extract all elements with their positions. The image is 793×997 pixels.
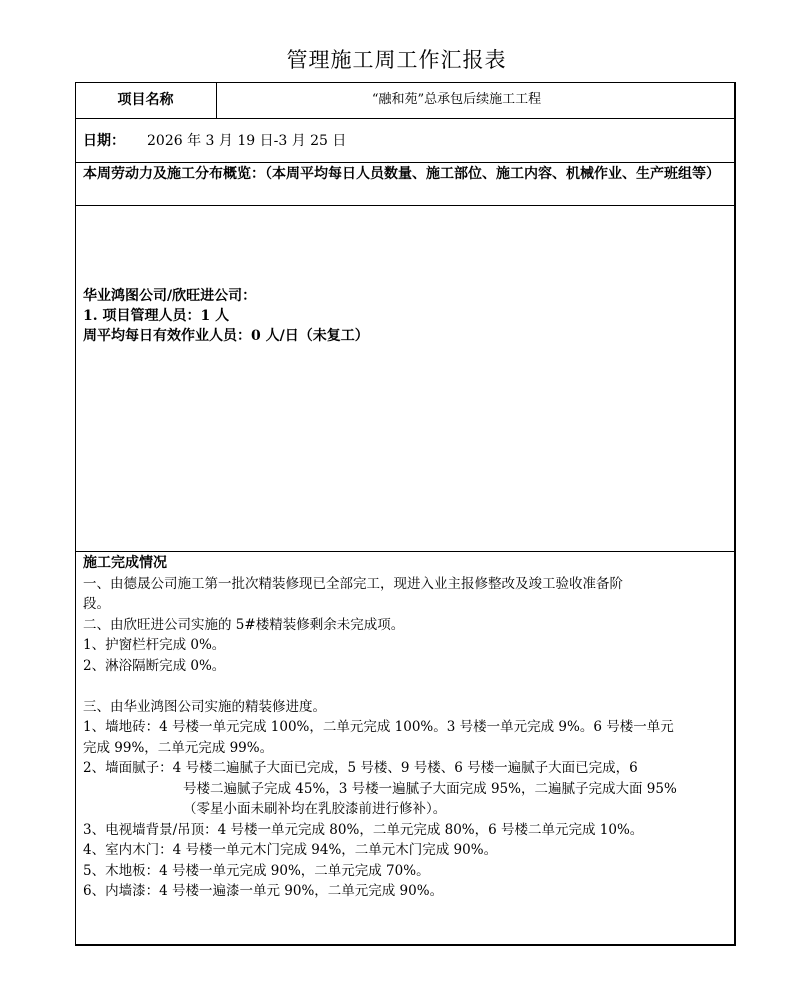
progress-section [83, 553, 733, 902]
date-row [75, 119, 736, 163]
project-name-value: “融和苑”总承包后续施工工程 [371, 92, 542, 107]
progress-line: 号楼二遍腻子完成 45%，3 号楼一遍腻子大面完成 95%，二遍腻子完成大面 95% [183, 780, 677, 797]
project-row [75, 82, 736, 119]
progress-line: 二、由欣旺进公司实施的 5#楼精装修剩余未完成项。 [83, 616, 405, 633]
page-title: 管理施工周工作汇报表 [286, 48, 507, 72]
date-label: 日期： [83, 133, 125, 149]
progress-line: 段。 [83, 596, 110, 612]
labor-workers: 周平均每日有效作业人员：0 人/日（未复工） [83, 328, 369, 344]
labor-company: 华业鸿图公司/欣旺进公司： [83, 288, 257, 304]
progress-line: 三、由华业鸿图公司实施的精装修进度。 [83, 698, 326, 715]
progress-line: 1、墙地砖：4 号楼一单元完成 100%，二单元完成 100%。3 号楼一单元完成 9%。6 号楼一单元 [83, 719, 674, 735]
progress-line: （零星小面未刷补均在乳胶漆前进行修补）。 [183, 801, 447, 817]
progress-line: 6、内墙漆：4 号楼一遍漆一单元 90%，二单元完成 90%。 [83, 883, 444, 899]
project-name-label: 项目名称 [75, 82, 217, 118]
progress-line: 完成 99%，二单元完成 99%。 [83, 739, 274, 756]
labor-heading: 本周劳动力及施工分布概览：（本周平均每日人员数量、施工部位、施工内容、机械作业、生产班组等） [75, 163, 736, 206]
progress-line: 1、护窗栏杆完成 0%。 [83, 637, 226, 653]
progress-blank-line [83, 676, 733, 697]
progress-line: 2、淋浴隔断完成 0%。 [83, 657, 226, 674]
labor-summary [83, 286, 369, 346]
progress-line: 一、由德晟公司施工第一批次精装修现已全部完工，现进入业主报修整改及竣工验收准备阶 [83, 575, 623, 592]
progress-heading: 施工完成情况 [83, 555, 167, 571]
progress-line: 2、墙面腻子：4 号楼二遍腻子大面已完成，5 号楼、9 号楼、6 号楼一遍腻子大面已完成，6 [83, 760, 638, 776]
labor-managers: 1. 项目管理人员：1 人 [83, 308, 230, 324]
progress-line: 5、木地板：4 号楼一单元完成 90%，二单元完成 70%。 [83, 862, 430, 879]
date-value: 2026 年 3 月 19 日-3 月 25 日 [147, 133, 347, 149]
progress-line: 4、室内木门：4 号楼一单元木门完成 94%，二单元木门完成 90%。 [83, 842, 498, 858]
progress-line: 3、电视墙背景/吊顶：4 号楼一单元完成 80%，二单元完成 80%，6 号楼二单元完成 10%。 [83, 821, 644, 838]
section-divider [75, 551, 736, 552]
